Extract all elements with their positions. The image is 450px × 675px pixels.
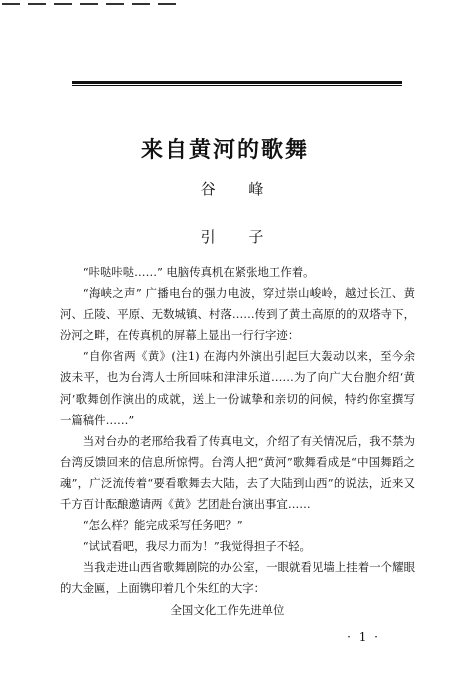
paragraph: 当我走进山西省歌舞剧院的办公室，一眼就看见墙上挂着一个耀眼的大金匾，上面镌印着几个朱红的大字： bbox=[60, 560, 415, 596]
paragraph: “海峡之声” 广播电台的强力电波，穿过崇山峻岭，越过长江、黄河、丘陵、平原、无数城镇、村落……传到了黄土高原的的双塔寺下，汾河之畔，在传真机的屏幕上显出一行行字迹： bbox=[60, 286, 415, 343]
author-name: 谷 峰 bbox=[200, 180, 278, 198]
paragraph: “试试看吧，我尽力而为！”我觉得担子不轻。 bbox=[82, 539, 311, 554]
top-double-rule bbox=[72, 81, 402, 84]
plaque-text: 全国文化工作先进单位 bbox=[170, 602, 285, 617]
paragraph: “怎么样？能完成采写任务吧？” bbox=[82, 518, 243, 533]
paragraph: 当对台办的老邢给我看了传真电文，介绍了有关情况后，我不禁为台湾反馈回来的信息所惊愕。台湾人把“黄河”歌舞看成是“中国舞蹈之魂”，广泛流传着“要看歌舞去大陆，去了大陆到山西”的说法，近来又千方百计酝酿邀请两《黄》艺团赴台演出事宜…… bbox=[60, 433, 415, 512]
body-text bbox=[60, 262, 415, 621]
paragraph: “自你省两《黄》(注1) 在海内外演出引起巨大轰动以来，至今余波未平，也为台湾人士所回味和津津乐道……为了向广大台胞介绍‘黄河’歌舞创作演出的成就，送上一份诚挚和亲切的问候，特约你室撰写一篇稿件……” bbox=[60, 349, 415, 427]
scan-edge-marks bbox=[0, 0, 192, 8]
page-number: · 1 · bbox=[347, 630, 380, 644]
section-heading: 引 子 bbox=[200, 228, 278, 246]
article-title: 来自黄河的歌舞 bbox=[140, 137, 309, 163]
paragraph: “咔哒咔哒……” 电脑传真机在紧张地工作着。 bbox=[82, 265, 315, 279]
